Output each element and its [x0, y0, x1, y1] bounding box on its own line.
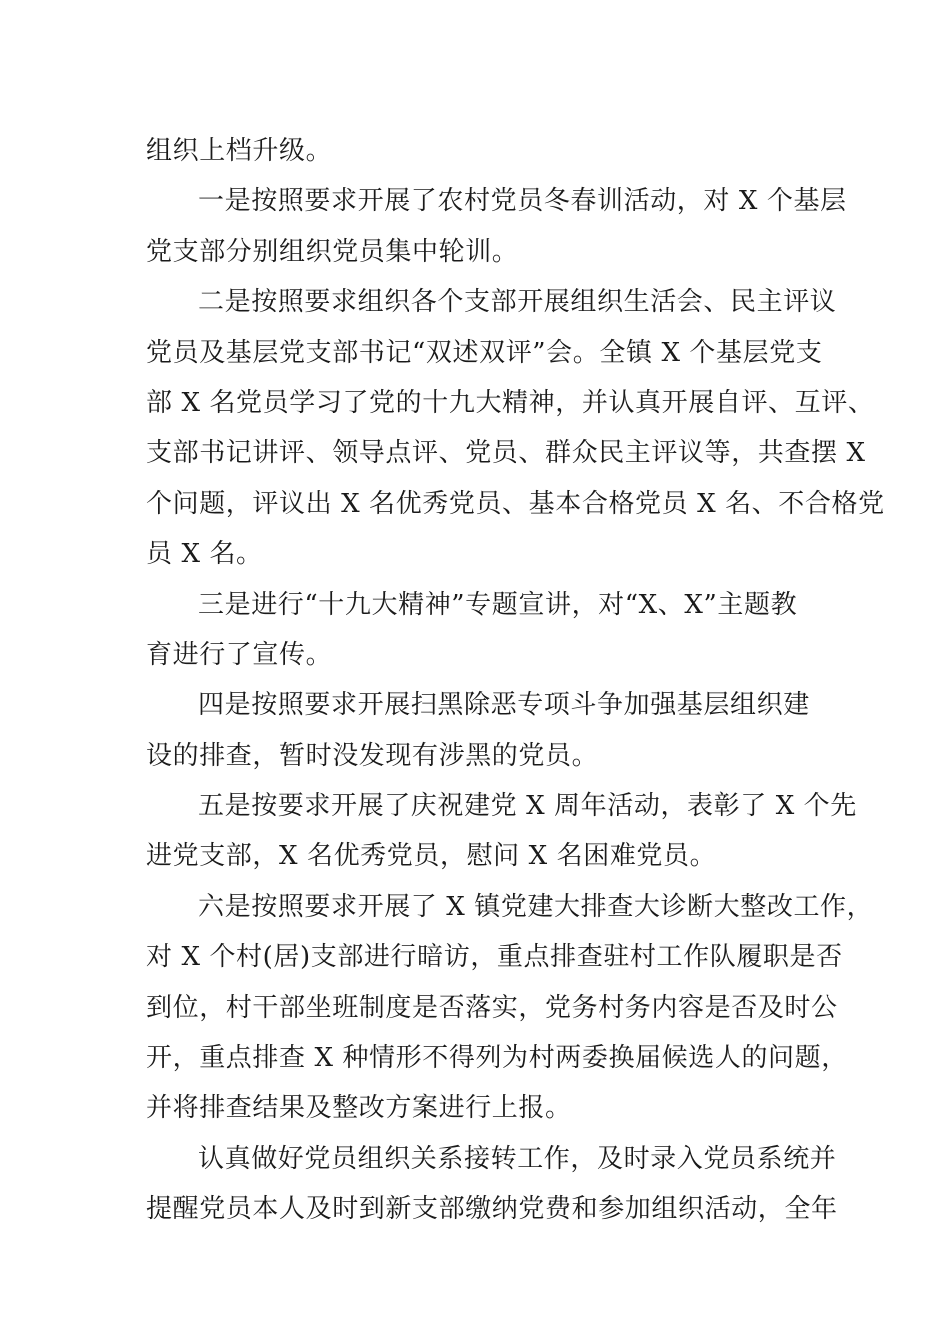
text-line: 二是按照要求组织各个支部开展组织生活会、民主评议 [198, 287, 837, 318]
text-line: 六是按照要求开展了 X 镇党建大排查大诊断大整改工作， [198, 891, 874, 922]
text-line: 员 X 名。 [146, 539, 263, 570]
text-line: 一是按照要求开展了农村党员冬春训活动，对 X 个基层 [198, 186, 847, 217]
text-line: 三是进行“十九大精神”专题宣讲，对“X、X”主题教 [198, 589, 798, 620]
text-line: 部 X 名党员学习了党的十九大精神，并认真开展自评、互评、 [146, 387, 875, 418]
text-line: 四是按照要求开展扫黑除恶专项斗争加强基层组织建 [198, 690, 810, 721]
text-line: 提醒党员本人及时到新支部缴纳党费和参加组织活动，全年 [146, 1194, 838, 1225]
text-line: 支部书记讲评、领导点评、党员、群众民主评议等，共查摆 X [146, 438, 866, 469]
text-line: 五是按要求开展了庆祝建党 X 周年活动，表彰了 X 个先 [198, 791, 857, 822]
text-line: 党员及基层党支部书记“双述双评”会。全镇 X 个基层党支 [146, 337, 823, 368]
text-line: 党支部分别组织党员集中轮训。 [146, 236, 519, 267]
text-line: 个问题，评议出 X 名优秀党员、基本合格党员 X 名、不合格党 [146, 488, 885, 519]
text-line: 进党支部，X 名优秀党员，慰问 X 名困难党员。 [146, 841, 717, 872]
body-text [146, 126, 885, 1235]
text-line: 开，重点排查 X 种情形不得列为村两委换届候选人的问题， [146, 1043, 848, 1074]
text-line: 认真做好党员组织关系接转工作，及时录入党员系统并 [198, 1143, 837, 1174]
text-line: 并将排查结果及整改方案进行上报。 [146, 1093, 572, 1124]
text-line: 设的排查，暂时没发现有涉黑的党员。 [146, 740, 599, 771]
text-line: 对 X 个村(居)支部进行暗访，重点排查驻村工作队履职是否 [146, 942, 843, 973]
text-line: 到位，村干部坐班制度是否落实，党务村务内容是否及时公 [146, 992, 838, 1023]
text-line: 组织上档升级。 [146, 136, 333, 166]
text-line: 育进行了宣传。 [146, 639, 333, 670]
